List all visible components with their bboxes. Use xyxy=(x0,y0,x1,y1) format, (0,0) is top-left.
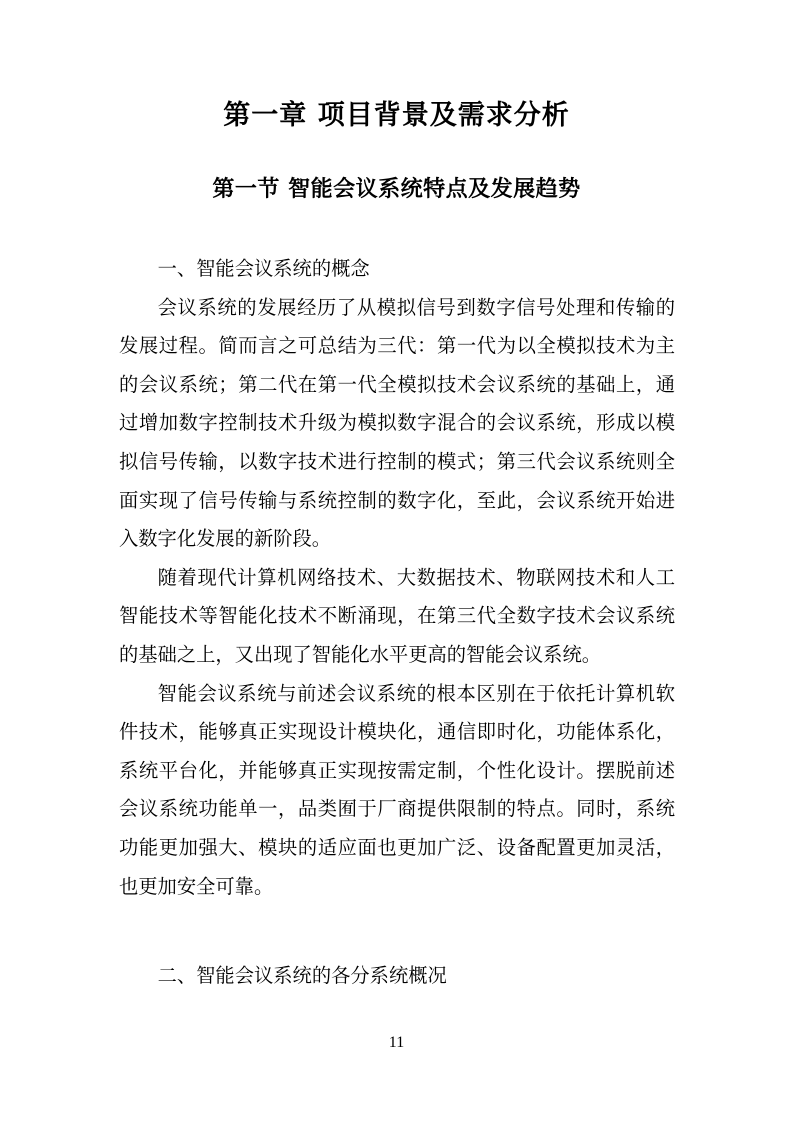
chapter-title: 第一章 项目背景及需求分析 xyxy=(223,100,570,131)
paragraph-1: 会议系统的发展经历了从模拟信号到数字信号处理和传输的发展过程。简而言之可总结为三代：第一代为以全模拟技术为主的会议系统；第二代在第一代全模拟技术会议系统的基础上，通过增加数字控制技术升级为模拟数字混合的会议系统，形成以模拟信号传输，以数字技术进行控制的模式；第三代会议系统则全面实现了信号传输与系统控制的数字化，至此，会议系统开始进入数字化发展的新阶段。 xyxy=(119,295,675,551)
body-text xyxy=(119,250,675,906)
subsection-heading-1: 一、智能会议系统的概念 xyxy=(157,257,370,280)
page-number: 11 xyxy=(388,1034,405,1051)
section-title: 第一节 智能会议系统特点及发展趋势 xyxy=(212,177,581,202)
paragraph-3: 智能会议系统与前述会议系统的根本区别在于依托计算机软件技术，能够真正实现设计模块化，通信即时化，功能体系化，系统平台化，并能够真正实现按需定制，个性化设计。摆脱前述会议系统功能单一，品类囿于厂商提供限制的特点。同时，系统功能更加强大、模块的适应面也更加广泛、设备配置更加灵活，也更加安全可靠。 xyxy=(119,681,675,898)
paragraph-2: 随着现代计算机网络技术、大数据技术、物联网技术和人工智能技术等智能化技术不断涌现，在第三代全数字技术会议系统的基础之上，又出现了智能化水平更高的智能会议系统。 xyxy=(119,565,675,666)
subsection-heading-2: 二、智能会议系统的各分系统概况 xyxy=(157,964,447,987)
